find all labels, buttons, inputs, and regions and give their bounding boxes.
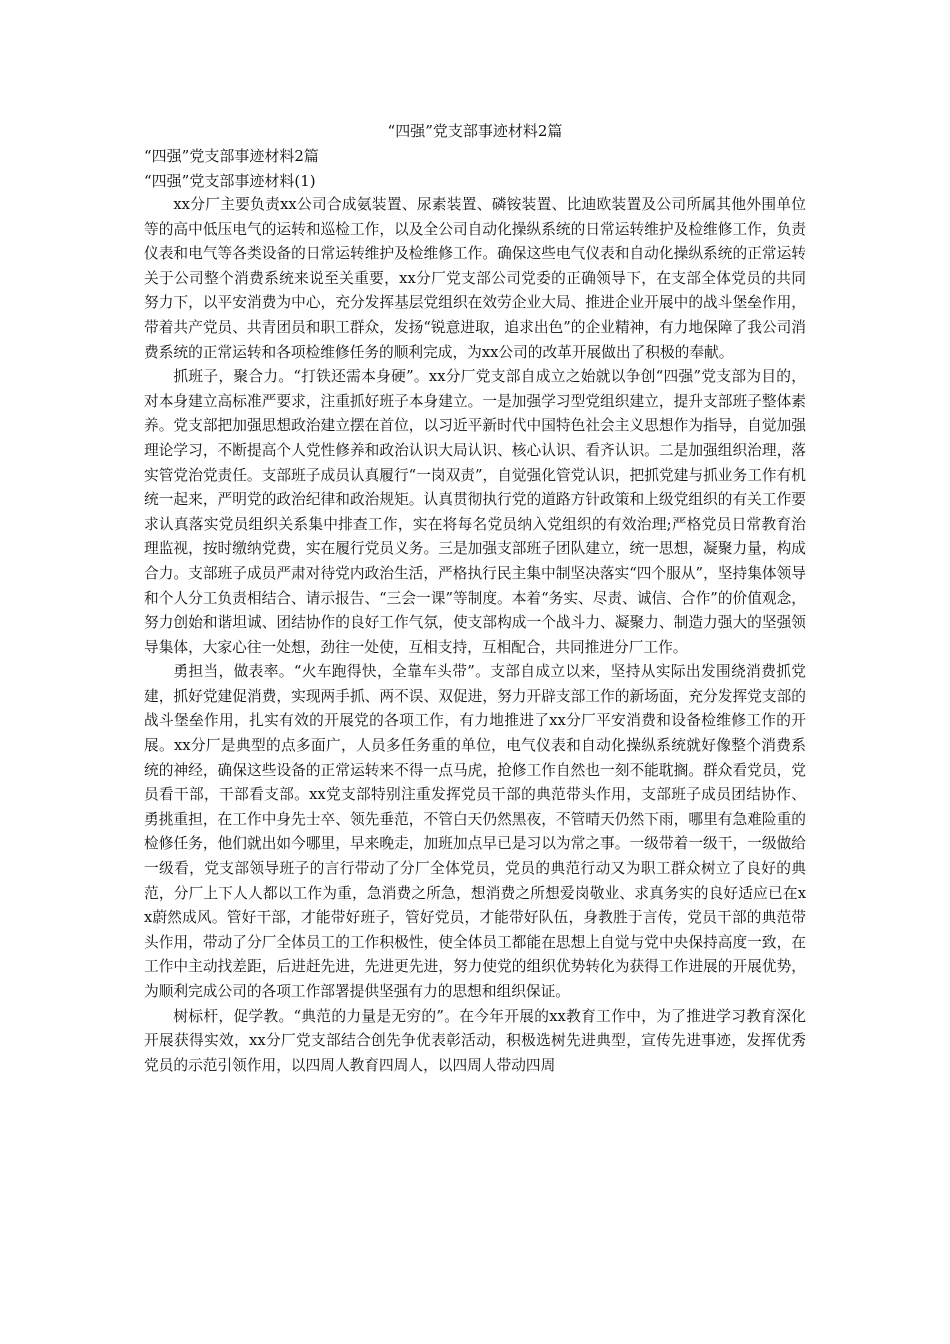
paragraph-role-models: 树标杆，促学教。“典范的力量是无穷的”。在今年开展的xx教育工作中，为了推进学习教育深化开展获得实效，xx分厂党支部结合创先争优表彰活动，积极选树先进典型，宣传先进事迹，发挥优秀党员的示范引领作用，以四周人教育四周人，以四周人带动四周 (144, 1007, 806, 1074)
document-page (144, 119, 806, 1078)
document-title: “四强”党支部事迹材料2篇 (387, 122, 563, 140)
paragraph-intro: xx分厂主要负责xx公司合成氨装置、尿素装置、磷铵装置、比迪欧装置及公司所属其他外围单位等的高中低压电气的运转和巡检工作，以及全公司自动化操纵系统的日常运转维护及检维修工作，负责仪表和电气等各类设备的日常运转维护及检维修工作。确保这些电气仪表和自动化操纵系统的正常运转关于公司整个消费系统来说至关重要，xx分厂党支部公司党委的正确领导下，在支部全体党员的共同努力下，以平安消费为中心，充分发挥基层党组织在效劳企业大局、推进企业开展中的战斗堡垒作用，带着共产党员、共青团员和职工群众，发扬“锐意进取，追求出色”的企业精神，有力地保障了我公司消费系统的正常运转和各项检维修任务的顺利完成，为xx公司的改革开展做出了积极的奉献。 (144, 196, 806, 361)
paragraph-responsibility: 勇担当，做表率。“火车跑得快，全靠车头带”。支部自成立以来，坚持从实际出发围绕消费抓党建，抓好党建促消费，实现两手抓、两不误、双促进，努力开辟支部工作的新场面，充分发挥党支部的战斗堡垒作用，扎实有效的开展党的各项工作，有力地推进了xx分厂平安消费和设备检维修工作的开展。xx分厂是典型的点多面广，人员多任务重的单位，电气仪表和自动化操纵系统就好像整个消费系统的神经，确保这些设备的正常运转来不得一点马虎，抢修工作自然也一刻不能耽搁。群众看党员，党员看干部，干部看支部。xx党支部特别注重发挥党员干部的典范带头作用，支部班子成员团结协作、勇挑重担，在工作中身先士卒、领先垂范，不管白天仍然黑夜，不管晴天仍然下雨，哪里有急难险重的检修任务，他们就出如今哪里，早来晚走，加班加点早已是习以为常之事。一级带着一级干，一级做给一级看，党支部领导班子的言行带动了分厂全体党员，党员的典范行动又为职工群众树立了良好的典范，分厂上下人人都以工作为重，急消费之所急，想消费之所想爱岗敬业、求真务实的良好适应已在xx蔚然成风。管好干部，才能带好班子，管好党员，才能带好队伍，身教胜于言传，党员干部的典范带头作用，带动了分厂全体员工的工作积极性，使全体员工都能在思想上自觉与党中央保持高度一致，在工作中主动找差距，后进赶先进，先进更先进，努力使党的组织优势转化为获得工作进展的开展优势，为顺利完成公司的各项工作部署提供坚强有力的思想和组织保证。 (144, 663, 806, 1000)
section-heading: “四强”党支部事迹材料(1) (144, 171, 316, 190)
paragraph-leadership: 抓班子，聚合力。“打铁还需本身硬”。xx分厂党支部自成立之始就以争创“四强”党支部为目的，对本身建立高标准严要求，注重抓好班子本身建立。一是加强学习型党组织建立，提升支部班子整体素养。党支部把加强思想政治建立摆在首位，以习近平新时代中国特色社会主义思想作为指导，自觉加强理论学习，不断提高个人党性修养和政治认识大局认识、核心认识、看齐认识。二是加强组织治理，落实管党治党责任。支部班子成员认真履行“一岗双责”，自觉强化管党认识，把抓党建与抓业务工作有机统一起来，严明党的政治纪律和政治规矩。认真贯彻执行党的道路方针政策和上级党组织的有关工作要求认真落实党员组织关系集中排查工作，实在将每名党员纳入党组织的有效治理;严格党员日常教育治理监视，按时缴纳党费，实在履行党员义务。三是加强支部班子团队建立，统一思想，凝聚力量，构成合力。支部班子成员严肃对待党内政治生活，严格执行民主集中制坚决落实“四个服从”，坚持集体领导和个人分工负责相结合、请示报告、“三会一课”等制度。本着“务实、尽责、诚信、合作”的价值观念，努力创始和谐坦诚、团结协作的良好工作气氛，使支部构成一个战斗力、凝聚力、制造力强大的坚强领导集体，大家心往一处想，劲往一处使，互相支持，互相配合，共同推进分厂工作。 (144, 368, 806, 656)
document-subtitle: “四强”党支部事迹材料2篇 (144, 147, 319, 165)
